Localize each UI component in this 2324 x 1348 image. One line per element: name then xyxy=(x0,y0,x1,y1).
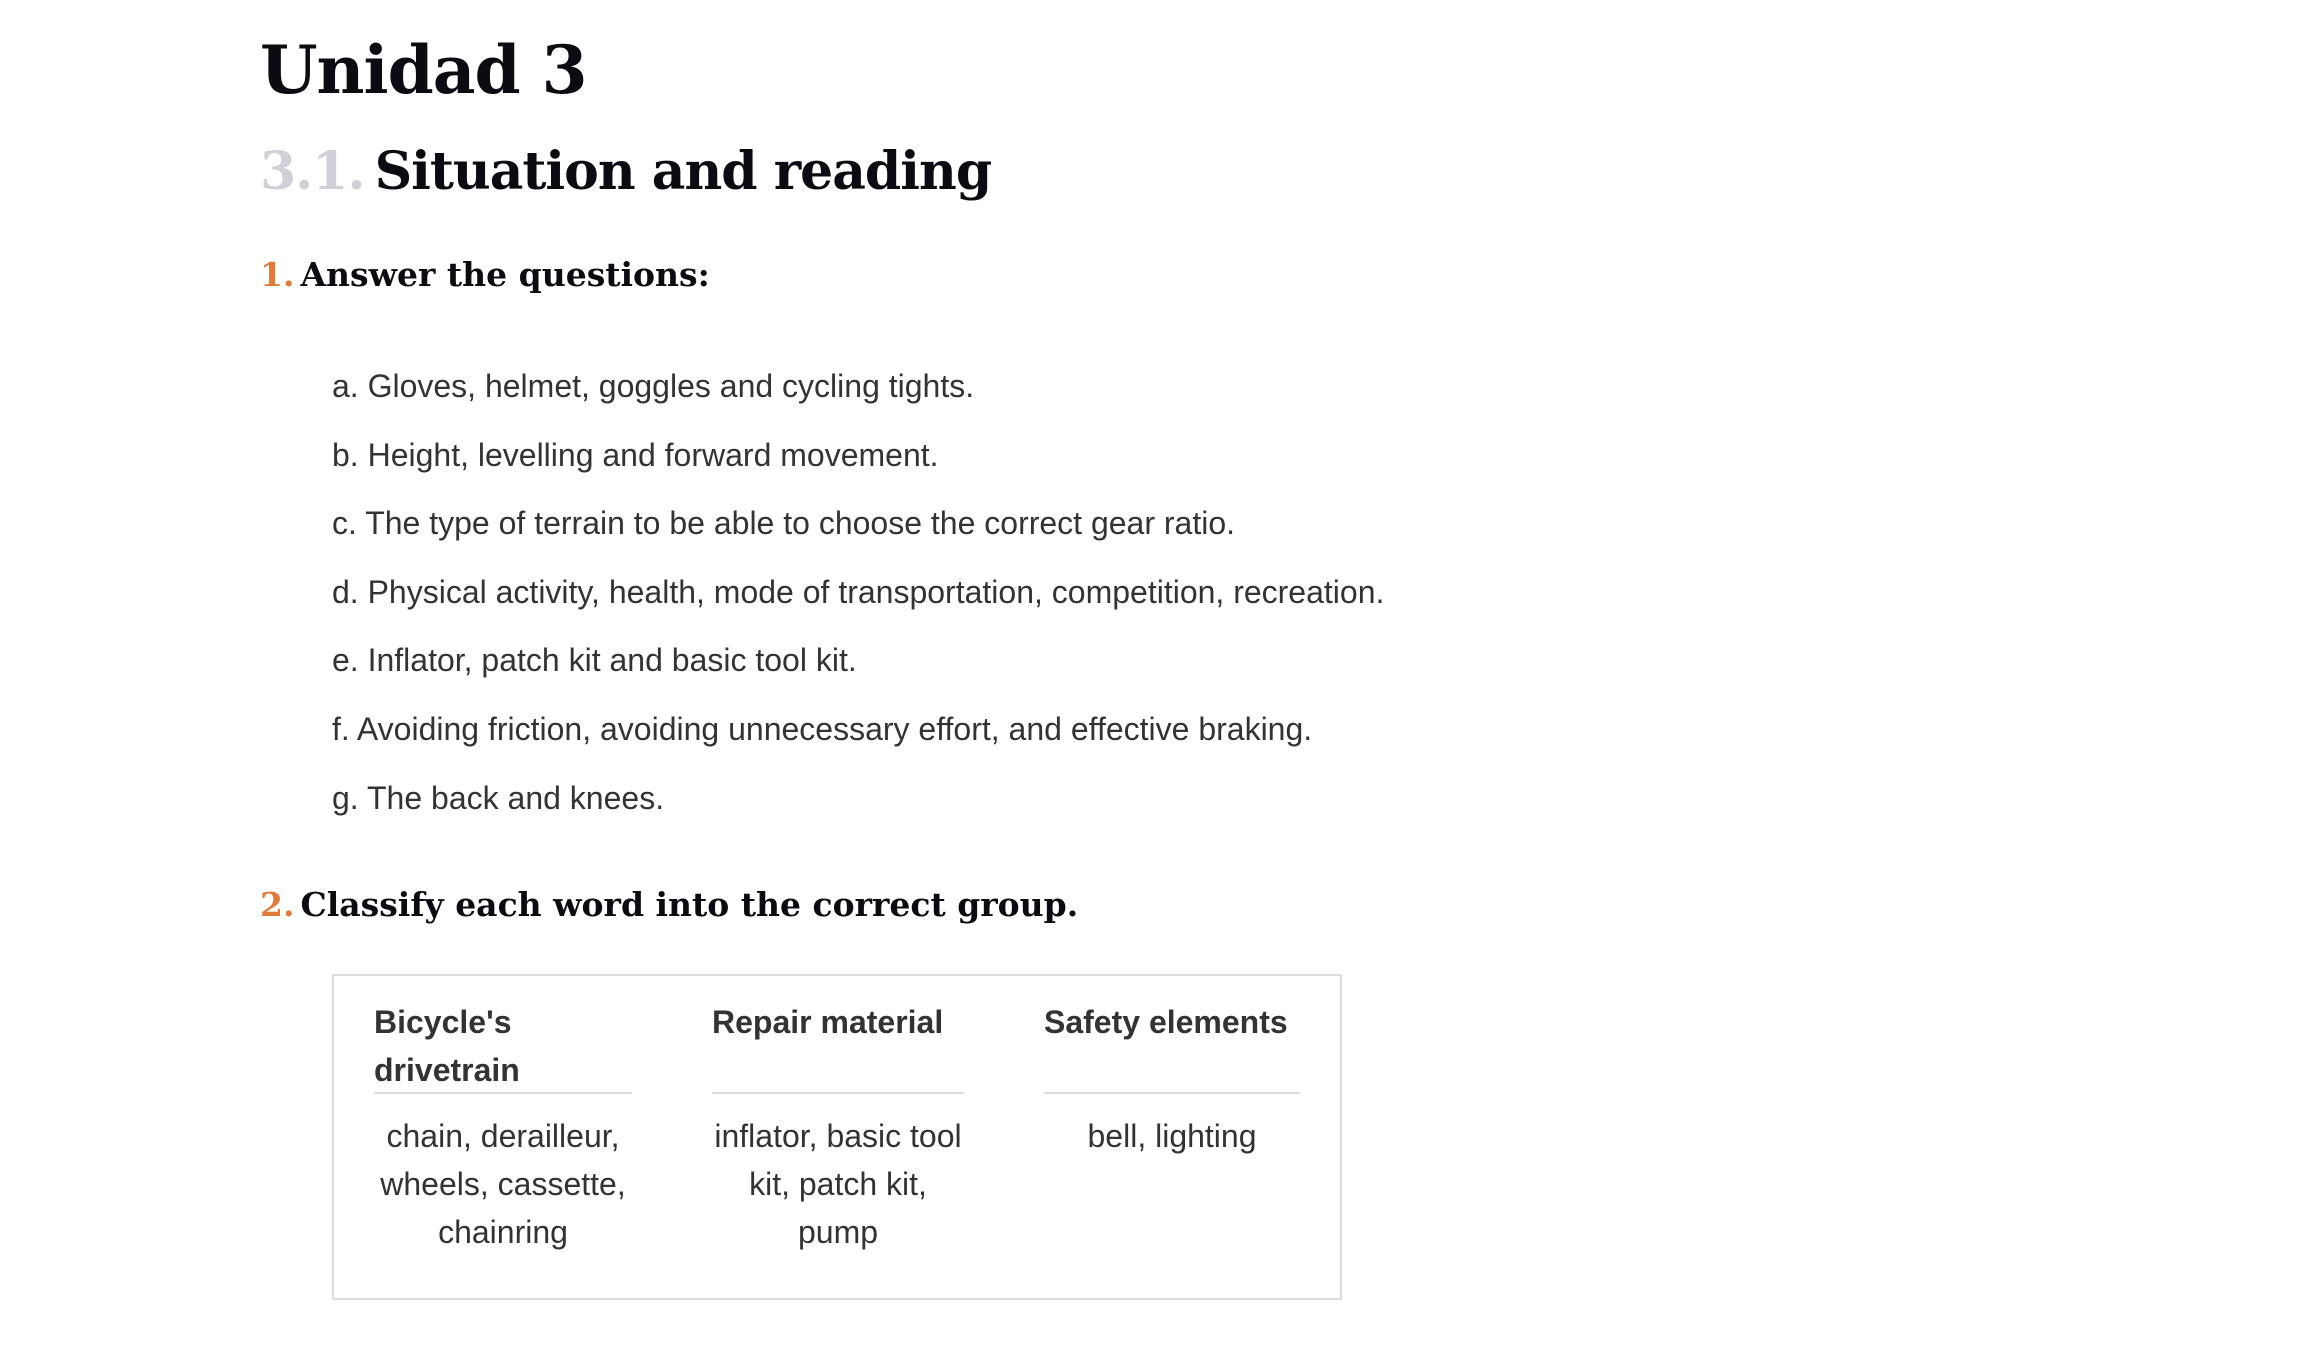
answer-item-d: d. Physical activity, health, mode of transportation, competition, recreation. xyxy=(332,573,1385,610)
section-number: 3.1. xyxy=(260,141,365,202)
answer-item-b: b. Height, levelling and forward movement. xyxy=(332,436,939,473)
classification-table xyxy=(332,974,1342,1300)
exercise-1-heading-text: Answer the questions: xyxy=(300,255,710,294)
group-column-repair xyxy=(712,998,964,1256)
group-words-safety: bell, lighting xyxy=(1087,1118,1257,1154)
group-title-safety: Safety elements xyxy=(1044,998,1300,1094)
exercise-2-heading xyxy=(260,885,1078,925)
answer-item-f: f. Avoiding friction, avoiding unnecessary effort, and effective braking. xyxy=(332,710,1313,747)
section-title xyxy=(260,140,2060,204)
answer-list xyxy=(332,352,1384,832)
group-title-repair: Repair material xyxy=(712,998,964,1094)
answer-item-c: c. The type of terrain to be able to choose the correct gear ratio. xyxy=(332,505,1236,542)
exercise-2-heading-text: Classify each word into the correct group. xyxy=(300,885,1079,924)
group-column-safety xyxy=(1044,998,1300,1160)
section-title-text: Situation and reading xyxy=(374,141,992,202)
unit-title: Unidad 3 xyxy=(260,31,587,109)
answer-item-e: e. Inflator, patch kit and basic tool kit. xyxy=(332,642,857,679)
document-page xyxy=(260,30,2060,1250)
answer-item-a: a. Gloves, helmet, goggles and cycling tights. xyxy=(332,368,975,404)
exercise-1-heading xyxy=(260,255,710,295)
answer-item-g: g. The back and knees. xyxy=(332,779,665,816)
group-column-drivetrain xyxy=(374,998,632,1256)
group-words-repair: inflator, basic tool kit, patch kit, pump xyxy=(714,1118,962,1250)
exercise-1-number: 1. xyxy=(260,255,295,294)
exercise-2-number: 2. xyxy=(260,885,295,924)
group-title-drivetrain: Bicycle's drivetrain xyxy=(374,998,632,1094)
group-words-drivetrain: chain, derailleur, wheels, cassette, chainring xyxy=(380,1118,626,1250)
